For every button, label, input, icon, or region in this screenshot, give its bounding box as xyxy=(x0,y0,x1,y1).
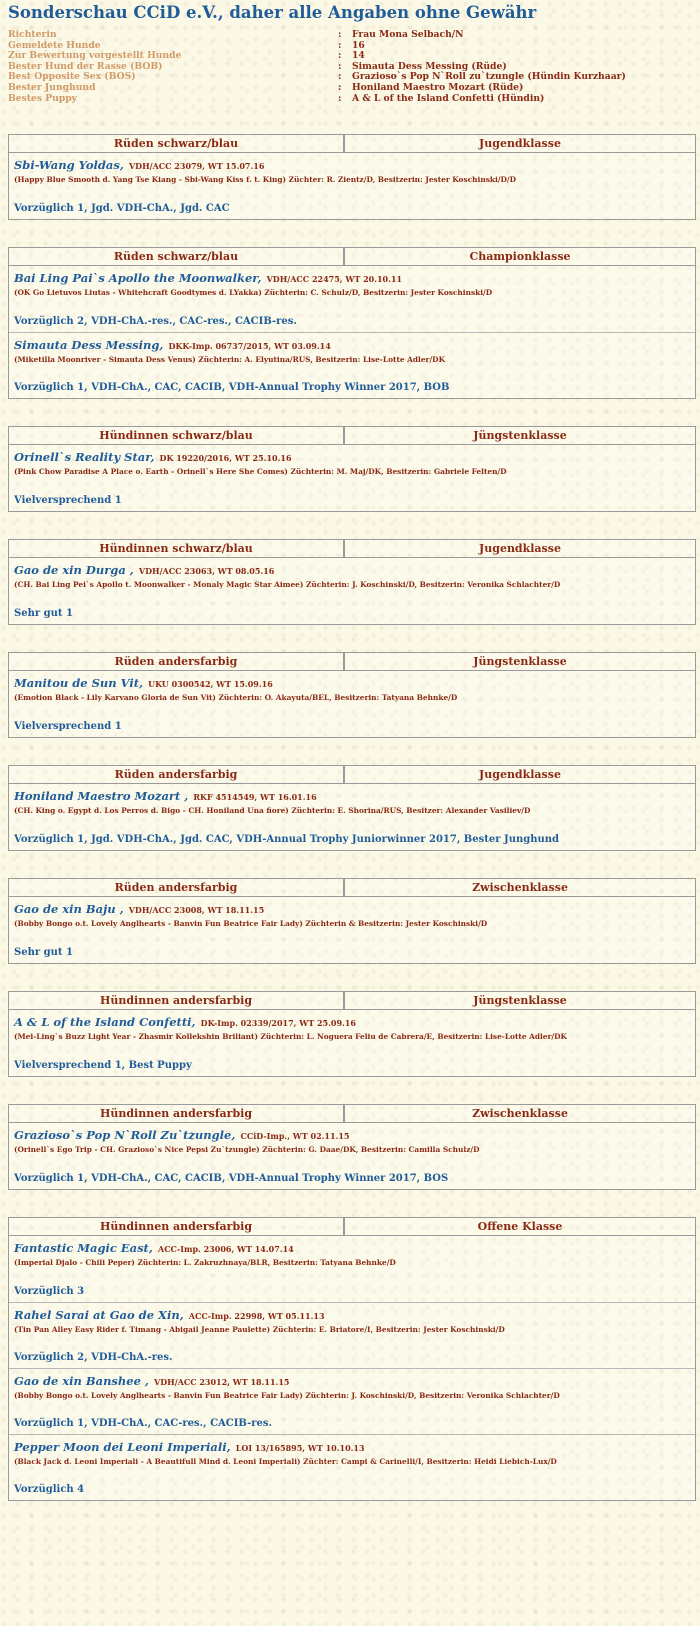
class-header xyxy=(9,992,695,1010)
dog-result: Vorzüglich 1, VDH-ChA., CAC, CACIB, VDH-Annual Trophy Winner 2017, BOS xyxy=(14,1173,449,1185)
class-header xyxy=(9,879,695,897)
dog-registration: LOI 13/165895, WT 10.10.13 xyxy=(235,1443,365,1454)
class-block xyxy=(8,539,696,625)
dog-registration: UKU 0300542, WT 15.09.16 xyxy=(148,679,273,690)
dog-registration: VDH/ACC 23008, WT 18.11.15 xyxy=(128,905,265,916)
dog-name: Simauta Dess Messing, xyxy=(14,338,164,353)
class-group: Hündinnen schwarz/blau xyxy=(9,427,345,444)
dog-result: Vielversprechend 1 xyxy=(14,495,122,507)
dog-registration: ACC-Imp. 22998, WT 05.11.13 xyxy=(188,1311,325,1322)
dog-entry xyxy=(9,1123,695,1189)
dog-line xyxy=(14,336,690,354)
class-group: Rüden schwarz/blau xyxy=(9,135,345,152)
page-title: Sonderschau CCiD e.V., daher alle Angaben ohne Gewähr xyxy=(8,3,537,22)
class-name: Championklasse xyxy=(469,250,571,264)
dog-pedigree: (Happy Blue Smooth d. Yang Tse Kiang - Sbi-Wang Kiss f. t. King) Züchter: R. Zientz/D, Besitzerin: Jester Koschinski/D/D xyxy=(14,175,517,185)
dog-pedigree: (Imperial Djalo - Chili Peper) Züchterin: L. Zakruzhnaya/BLR, Besitzerin: Tatyana Behnke/D xyxy=(14,1258,396,1268)
dog-registration: VDH/ACC 23079, WT 15.07.16 xyxy=(128,161,265,172)
dog-name: Gao de xin Durga , xyxy=(14,563,134,578)
summary-row xyxy=(8,94,692,105)
summary-value: A & L of the Island Confetti (Hündin) xyxy=(352,92,545,104)
dog-entry xyxy=(9,1302,695,1368)
summary-row xyxy=(8,72,692,83)
class-header xyxy=(9,248,695,266)
class-header xyxy=(9,653,695,671)
dog-result: Vielversprechend 1, Best Puppy xyxy=(14,1060,192,1072)
summary-separator: : xyxy=(338,71,342,83)
dog-registration: ACC-Imp. 23006, WT 14.07.14 xyxy=(157,1244,294,1255)
dog-name: Honiland Maestro Mozart , xyxy=(14,789,189,804)
dog-registration: VDH/ACC 23012, WT 18.11.15 xyxy=(154,1377,290,1388)
summary-value: Honiland Maestro Mozart (Rüde) xyxy=(352,81,524,93)
dog-pedigree: (Bobby Bongo o.t. Lovely Anglhearts - Banvin Fun Beatrice Fair Lady) Züchterin: J. Koschinski/D, Besitzerin: Veronika Schlachter/D xyxy=(14,1391,560,1401)
dog-result: Vorzüglich 2, VDH-ChA.-res. xyxy=(14,1352,173,1364)
dog-pedigree: (OK Go Lietuvos Liutas - Whitehcraft Goodtymes d. LYakka) Züchterin: C. Schulz/D, Besitzerin: Jester Koschinski/D xyxy=(14,288,493,298)
dog-name: Gao de xin Banshee , xyxy=(14,1374,149,1389)
dog-registration: DKK-Imp. 06737/2015, WT 03.09.14 xyxy=(168,341,331,352)
class-header xyxy=(9,1105,695,1123)
class-block xyxy=(8,247,696,399)
class-group: Hündinnen schwarz/blau xyxy=(9,540,345,557)
dog-line xyxy=(14,1239,690,1257)
class-group: Rüden schwarz/blau xyxy=(9,248,345,265)
dog-pedigree: (Emotion Black - Lily Karvano Gloria de Sun Vit) Züchterin: O. Akayuta/BEL, Besitzerin: Tatyana Behnke/D xyxy=(14,693,458,703)
dog-line xyxy=(14,561,690,579)
dog-registration: DK-Imp. 02339/2017, WT 25.09.16 xyxy=(200,1018,356,1029)
dog-entry xyxy=(9,1236,695,1302)
dog-name: Fantastic Magic East, xyxy=(14,1241,153,1256)
dog-entry xyxy=(9,1434,695,1500)
dog-result: Vorzüglich 1, Jgd. VDH-ChA., Jgd. CAC, VDH-Annual Trophy Juniorwinner 2017, Bester Junghund xyxy=(14,834,560,846)
class-name: Jüngstenklasse xyxy=(473,429,567,443)
summary-value: Frau Mona Selbach/N xyxy=(352,29,464,40)
class-group: Rüden andersfarbig xyxy=(9,766,345,783)
class-name: Zwischenklasse xyxy=(472,881,568,895)
dog-name: Gao de xin Baju , xyxy=(14,902,124,917)
dog-result: Vorzüglich 2, VDH-ChA.-res., CAC-res., CACIB-res. xyxy=(14,316,297,328)
summary-value: Simauta Dess Messing (Rüde) xyxy=(352,60,507,72)
dog-pedigree: (Tin Pan Alley Easy Rider f. Timang - Abigail Jeanne Paulette) Züchterin: E. Briatore/I, Besitzerin: Jester Koschinski/D xyxy=(14,1325,505,1335)
summary-separator: : xyxy=(338,39,342,51)
dog-pedigree: (Bobby Bongo o.t. Lovely Anglhearts - Banvin Fun Beatrice Fair Lady) Züchterin & Besitzerin: Jester Koschinski/D xyxy=(14,919,488,929)
dog-entry xyxy=(9,671,695,737)
class-block xyxy=(8,765,696,851)
class-block xyxy=(8,134,696,220)
dog-entry xyxy=(9,266,695,332)
dog-result: Vorzüglich 3 xyxy=(14,1286,85,1298)
dog-pedigree: (CH. King o. Egypt d. Los Perros d. Bigo - CH. Honiland Una fiore) Züchterin: E. Shorina/RUS, Besitzer: Alexander Vasiliev/D xyxy=(14,806,531,816)
class-header xyxy=(9,1218,695,1236)
class-header xyxy=(9,766,695,784)
dog-line xyxy=(14,787,690,805)
summary-value: 14 xyxy=(352,50,365,62)
dog-pedigree: (Orinell`s Ego Trip - CH. Grazioso`s Nice Pepsi Zu`tzungle) Züchterin: G. Daae/DK, Besitzerin: Camilla Schulz/D xyxy=(14,1145,480,1155)
class-group: Hündinnen andersfarbig xyxy=(9,1105,345,1122)
dog-name: Orinell`s Reality Star, xyxy=(14,450,155,465)
dog-pedigree: (CH. Bai Ling Pei`s Apollo t. Moonwalker - Monaly Magic Star Aimee) Züchterin: J. Koschinski/D, Besitzerin: Veronika Schlachter/D xyxy=(14,580,561,590)
summary-label: Bester Hund der Rasse (BOB) xyxy=(8,60,163,72)
dog-pedigree: (Miketilla Moonriver - Simauta Dess Venus) Züchterin: A. Elyutina/RUS, Besitzerin: Lise-Lotte Adler/DK xyxy=(14,355,445,365)
class-group: Rüden andersfarbig xyxy=(9,879,345,896)
dog-entry xyxy=(9,1368,695,1434)
dog-line xyxy=(14,269,690,287)
class-group: Hündinnen andersfarbig xyxy=(9,992,345,1009)
results-list xyxy=(8,134,692,1501)
dog-line xyxy=(14,1126,690,1144)
class-name: Jugendklasse xyxy=(479,768,561,782)
dog-result: Vorzüglich 1, Jgd. VDH-ChA., Jgd. CAC xyxy=(14,203,230,215)
class-block xyxy=(8,991,696,1077)
summary-label: Richterin xyxy=(8,29,57,40)
dog-entry xyxy=(9,897,695,963)
dog-registration: DK 19220/2016, WT 25.10.16 xyxy=(159,453,292,464)
dog-result: Vorzüglich 4 xyxy=(14,1484,85,1496)
dog-pedigree: (Pink Chow Paradise A Place o. Earth - Orinell`s Here She Comes) Züchterin: M. Maj/DK, Besitzerin: Gabriele Felten/D xyxy=(14,467,507,477)
class-name: Jugendklasse xyxy=(479,542,561,556)
class-block xyxy=(8,1217,696,1501)
summary-value: Grazioso`s Pop N`Roll zu`tzungle (Hündin Kurzhaar) xyxy=(352,71,626,83)
dog-entry xyxy=(9,784,695,850)
summary-separator: : xyxy=(338,50,342,62)
class-name: Jugendklasse xyxy=(479,137,561,151)
dog-registration: RKF 4514549, WT 16.01.16 xyxy=(193,792,317,803)
dog-name: Bai Ling Pai`s Apollo the Moonwalker, xyxy=(14,271,262,286)
dog-registration: CCiD-Imp., WT 02.11.15 xyxy=(240,1131,350,1142)
dog-entry xyxy=(9,445,695,511)
dog-entry xyxy=(9,332,695,398)
class-header xyxy=(9,540,695,558)
dog-line xyxy=(14,1306,690,1324)
summary-label: Zur Bewertung vorgestellt Hunde xyxy=(8,50,182,62)
dog-name: Sbi-Wang Yoldas, xyxy=(14,158,124,173)
class-name: Zwischenklasse xyxy=(472,1107,568,1121)
show-summary xyxy=(8,30,692,104)
dog-result: Vielversprechend 1 xyxy=(14,721,122,733)
dog-entry xyxy=(9,1010,695,1076)
summary-label: Bestes Puppy xyxy=(8,92,78,104)
class-name: Jüngstenklasse xyxy=(473,655,567,669)
class-name: Offene Klasse xyxy=(477,1220,563,1234)
class-block xyxy=(8,1104,696,1190)
dog-name: Manitou de Sun Vit, xyxy=(14,676,144,691)
summary-label: Bester Junghund xyxy=(8,81,96,93)
dog-line xyxy=(14,1372,690,1390)
dog-pedigree: (Mei-Ling`s Buzz Light Year - Zhasmir Kollekshin Briliant) Züchterin: L. Noguera Feliu de Cabrera/E, Besitzerin: Lise-Lotte Adler/DK xyxy=(14,1032,567,1042)
summary-separator: : xyxy=(338,29,342,40)
summary-body xyxy=(8,30,692,104)
dog-line xyxy=(14,1438,690,1456)
dog-registration: VDH/ACC 23063, WT 08.05.16 xyxy=(138,566,275,577)
dog-result: Vorzüglich 1, VDH-ChA., CAC, CACIB, VDH-Annual Trophy Winner 2017, BOB xyxy=(14,382,450,394)
class-block xyxy=(8,652,696,738)
summary-row xyxy=(8,30,692,41)
dog-name: Grazioso`s Pop N`Roll Zu`tzungle, xyxy=(14,1128,236,1143)
dog-result: Sehr gut 1 xyxy=(14,608,73,620)
dog-line xyxy=(14,1013,690,1031)
class-block xyxy=(8,426,696,512)
dog-result: Sehr gut 1 xyxy=(14,947,73,959)
class-name: Jüngstenklasse xyxy=(473,994,567,1008)
dog-registration: VDH/ACC 22475, WT 20.10.11 xyxy=(266,274,403,285)
summary-label: Best Opposite Sex (BOS) xyxy=(8,71,136,83)
dog-entry xyxy=(9,153,695,219)
dog-name: A & L of the Island Confetti, xyxy=(14,1015,196,1030)
summary-separator: : xyxy=(338,92,342,104)
summary-row xyxy=(8,83,692,94)
dog-entry xyxy=(9,558,695,624)
dog-line xyxy=(14,900,690,918)
summary-separator: : xyxy=(338,60,342,72)
class-group: Hündinnen andersfarbig xyxy=(9,1218,345,1235)
summary-label: Gemeldete Hunde xyxy=(8,39,101,51)
class-header xyxy=(9,427,695,445)
dog-line xyxy=(14,448,690,466)
dog-pedigree: (Black Jack d. Leoni Imperiali - A Beautifull Mind d. Leoni Imperiali) Züchter: Campi & Carinelli/I, Besitzerin: Heidi Liebich-Lux/D xyxy=(14,1457,557,1467)
dog-line xyxy=(14,156,690,174)
dog-name: Pepper Moon dei Leoni Imperiali, xyxy=(14,1440,231,1455)
dog-line xyxy=(14,674,690,692)
class-group: Rüden andersfarbig xyxy=(9,653,345,670)
class-block xyxy=(8,878,696,964)
dog-name: Rahel Sarai at Gao de Xin, xyxy=(14,1308,184,1323)
summary-separator: : xyxy=(338,81,342,93)
dog-result: Vorzüglich 1, VDH-ChA., CAC-res., CACIB-res. xyxy=(14,1418,272,1430)
summary-value: 16 xyxy=(352,39,365,51)
class-header xyxy=(9,135,695,153)
